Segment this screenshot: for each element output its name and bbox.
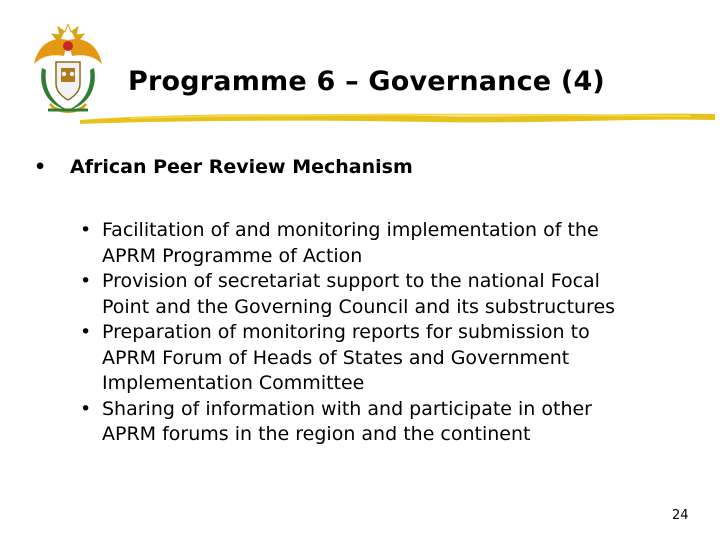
title-underline-brush bbox=[70, 108, 720, 128]
sub-bullet-item bbox=[78, 218, 698, 269]
sub-bullet-item bbox=[78, 269, 698, 320]
sub-bullet-line: Facilitation of and monitoring implementation of the bbox=[102, 219, 599, 241]
bullet-dot: • bbox=[80, 397, 92, 420]
sub-bullet-line: Implementation Committee bbox=[102, 372, 365, 394]
sub-bullet-line: Point and the Governing Council and its substructures bbox=[102, 295, 616, 318]
bullet-dot: • bbox=[80, 321, 92, 343]
page-number: 24 bbox=[672, 508, 689, 523]
bullet-dot: • bbox=[80, 270, 92, 292]
sub-bullet-line: Preparation of monitoring reports for submission to bbox=[102, 321, 590, 343]
sub-bullet-line: Sharing of information with and participate in other bbox=[102, 397, 592, 420]
sub-bullet-line: Provision of secretariat support to the national Focal bbox=[102, 270, 600, 292]
sub-bullet-line: APRM forums in the region and the continent bbox=[102, 423, 531, 445]
slide-title: Programme 6 – Governance (4) bbox=[128, 66, 605, 97]
coat-of-arms-emblem bbox=[28, 18, 108, 118]
bullet-dot: • bbox=[80, 219, 92, 241]
main-bullet-text: African Peer Review Mechanism bbox=[70, 156, 413, 178]
sub-bullet-line: APRM Forum of Heads of States and Government bbox=[102, 346, 570, 369]
sub-bullet-list bbox=[78, 218, 698, 448]
sub-bullet-line: APRM Programme of Action bbox=[102, 244, 363, 267]
bullet-dot: • bbox=[34, 156, 47, 178]
sub-bullet-item bbox=[78, 397, 698, 448]
main-bullet bbox=[34, 156, 413, 178]
sub-bullet-item bbox=[78, 320, 698, 397]
